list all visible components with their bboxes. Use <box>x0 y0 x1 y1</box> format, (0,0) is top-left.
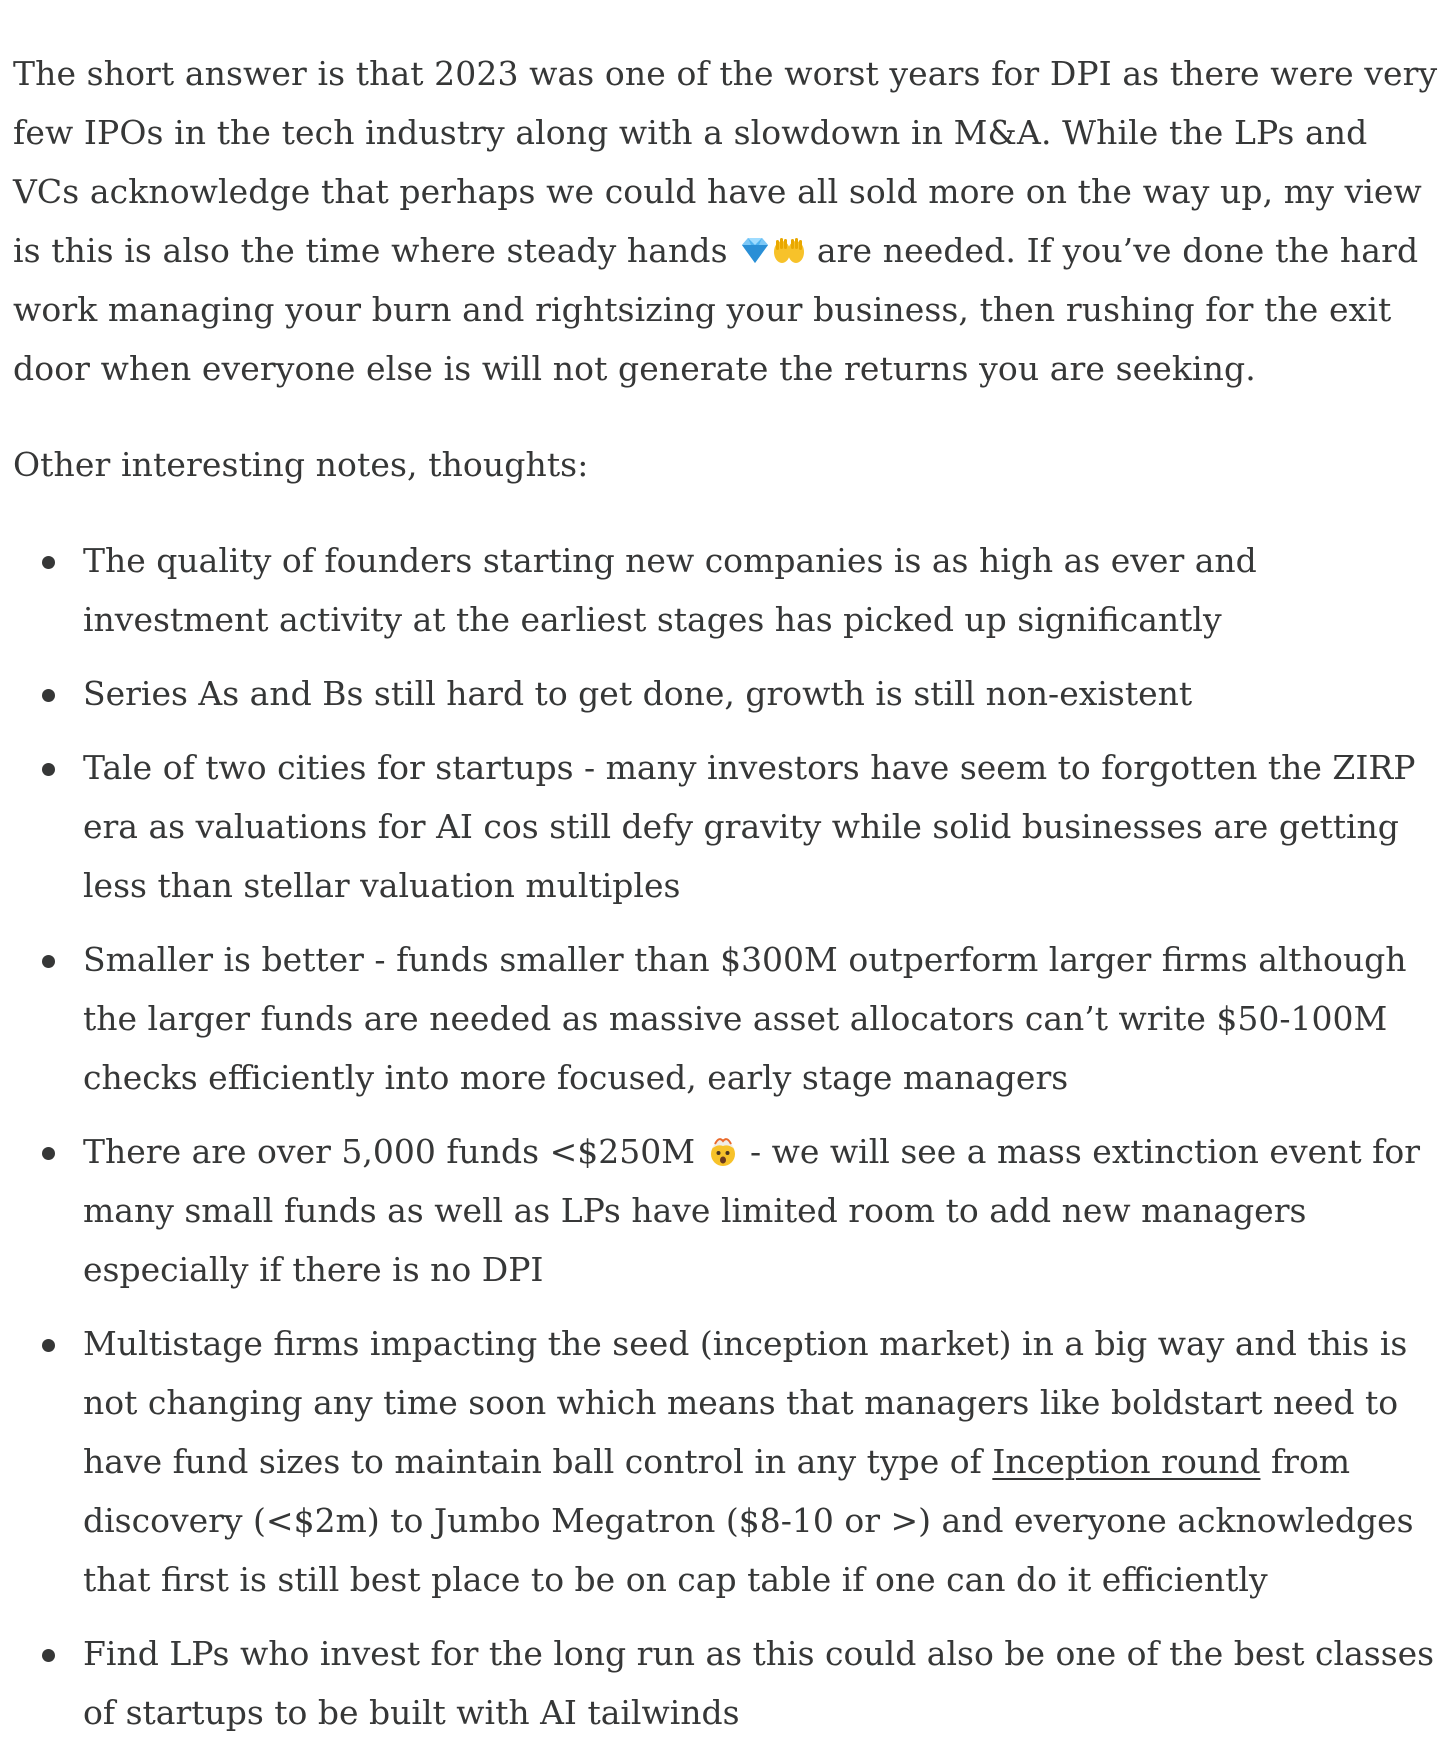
bullet-dot <box>42 955 55 968</box>
paragraph-dpi <box>13 44 1443 398</box>
list-item-text: Smaller is better - funds smaller than $300M outperform larger firms although the larger funds are needed as massive asset allocators can’t write $50-100M checks efficiently into more focused, early stage managers <box>83 940 1407 1097</box>
paragraph-dpi-text-a: The short answer is that 2023 was one of the worst years for DPI as there were very few IPOs in the tech industry along with a slowdown in M&A. While the LPs and VCs acknowledge that perhaps we could have all sold more on the way up, my view is this is also the time where steady hands <box>13 54 1438 270</box>
exploding-head-icon <box>706 1127 740 1161</box>
list-item-text: Tale of two cities for startups - many investors have seem to forgotten the ZIRP era as valuations for AI cos still defy gravity while solid businesses are getting less than stellar valuation multiples <box>83 748 1416 905</box>
list-item-text: Find LPs who invest for the long run as this could also be one of the best classes of startups to be built with AI tailwinds <box>83 1634 1435 1732</box>
list-item-text-a: There are over 5,000 funds <$250M <box>83 1132 696 1171</box>
bullet-dot <box>42 689 55 702</box>
notes-list <box>13 531 1443 1742</box>
gem-icon <box>738 226 772 260</box>
raising-hands-icon <box>772 226 806 260</box>
bullet-dot <box>42 1147 55 1160</box>
paragraph-dpi-text-b: are needed. If you’ve done the hard work managing your burn and rightsizing your business, then rushing for the exit door when everyone else is will not generate the returns you are seeking. <box>13 231 1419 388</box>
bullet-dot <box>42 1649 55 1662</box>
list-item-text-b: - we will see a mass extinction event for many small funds as well as LPs have limited room to add new managers especially if there is no DPI <box>83 1132 1420 1289</box>
list-item-text: The quality of founders starting new companies is as high as ever and investment activity at the earliest stages has picked up significantly <box>83 541 1257 639</box>
list-item <box>13 738 1443 915</box>
bullet-dot <box>42 556 55 569</box>
inception-round-link[interactable]: Inception round <box>992 1442 1261 1481</box>
list-item-text-b: from discovery (<$2m) to Jumbo Megatron ($8-10 or >) and everyone acknowledges that first is still best place to be on cap table if one can do it efficiently <box>83 1442 1414 1599</box>
list-item <box>13 1122 1443 1299</box>
bullet-dot <box>42 1339 55 1352</box>
list-item <box>13 1624 1443 1742</box>
list-item <box>13 664 1443 723</box>
list-item <box>13 1314 1443 1609</box>
bullet-dot <box>42 763 55 776</box>
list-item-text-a: Multistage firms impacting the seed (inception market) in a big way and this is not changing any time soon which means that managers like boldstart need to have fund sizes to maintain ball control in any type of <box>83 1324 1408 1481</box>
list-item <box>13 531 1443 649</box>
paragraph-notes-intro: Other interesting notes, thoughts: <box>13 445 589 484</box>
list-item <box>13 930 1443 1107</box>
list-item-text: Series As and Bs still hard to get done, growth is still non-existent <box>83 674 1193 713</box>
article-body <box>13 44 1443 1757</box>
